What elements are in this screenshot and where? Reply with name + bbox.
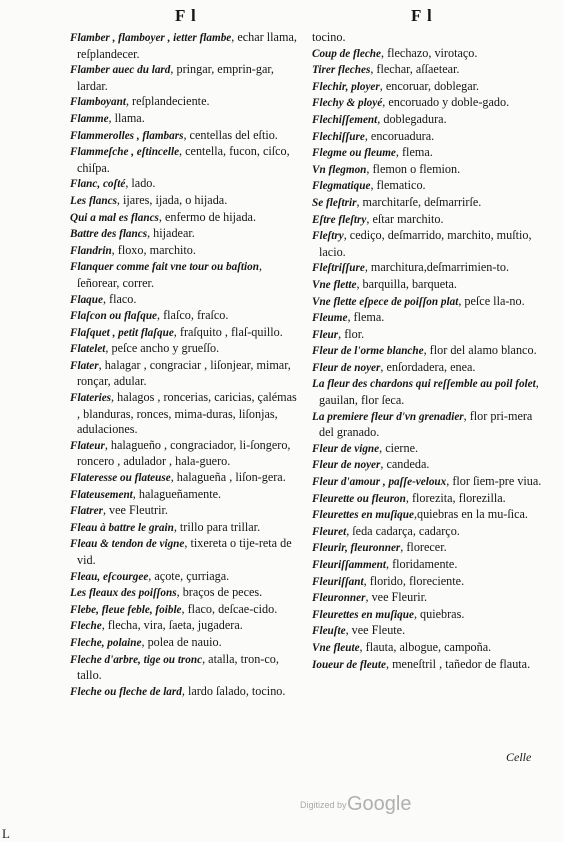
dictionary-entry (312, 310, 544, 327)
entry-headword: Fleche, polaine (70, 636, 142, 649)
entry-translation: , flor. (338, 326, 365, 341)
entry-translation: , florecer. (400, 540, 447, 555)
dictionary-entry (70, 503, 302, 520)
entry-translation: , cediço, deſmarrido, marchito, muſtio, lacio. (319, 228, 532, 259)
dictionary-entry (312, 327, 544, 344)
dictionary-entry (70, 390, 302, 438)
entry-headword: Flatelet (70, 343, 106, 356)
dictionary-entry (312, 524, 544, 541)
entry-translation: ,quiebras en la mu-ſica. (413, 507, 528, 522)
entry-translation: , halagos , roncerias, caricias, çalémas , blanduras, ronces, mima-duras, liſonjas, adulaciones. (77, 390, 297, 437)
entry-headword: Fleur (312, 328, 339, 341)
entry-headword: Flegme ou fleume (312, 147, 396, 160)
entry-translation: , ſeda cadarça, cadarço. (346, 523, 460, 538)
entry-translation: , ſeñorear, correr. (77, 259, 263, 290)
dictionary-entry (312, 212, 544, 229)
entry-translation: , reſplandeciente. (125, 94, 210, 109)
entry-translation: , flaco, deſcae-cido. (181, 601, 278, 616)
entry-translation: , enfermo de hijada. (158, 209, 257, 224)
entry-headword: Ioueur de fleute (312, 658, 386, 671)
dictionary-entry (312, 95, 544, 112)
entry-headword: Fleurette ou fleuron (312, 492, 406, 505)
entry-headword: Flateries (70, 392, 112, 405)
dictionary-entry (312, 260, 544, 277)
entry-headword: Flaque (70, 293, 103, 306)
entry-headword: Fleſtry (312, 230, 344, 243)
entry-translation: , doblegadura. (377, 111, 447, 126)
entry-headword: Vne flette eſpece de poiſſon plat (312, 295, 459, 308)
entry-translation: , encoruado y doble-gado. (382, 95, 510, 110)
entry-translation: , quiebras. (413, 606, 465, 621)
entry-headword: Flechiſſure (312, 130, 365, 143)
dictionary-entry (70, 602, 302, 619)
entry-headword: Flechir, ployer (312, 80, 380, 93)
entry-headword: Flateusement (70, 488, 133, 501)
dictionary-entry (312, 112, 544, 129)
entry-translation: , enſordadera, enea. (380, 359, 476, 374)
entry-headword: La fleur des chardons qui reſſemble au poil folet (312, 378, 536, 391)
dictionary-entry (70, 144, 302, 176)
entry-translation: , vee Fleurir. (365, 590, 428, 605)
entry-headword: Fleume (312, 312, 348, 325)
dictionary-entry (312, 540, 544, 557)
dictionary-entry (70, 635, 302, 652)
dictionary-entry (70, 618, 302, 635)
dictionary-entry (70, 325, 302, 342)
entry-translation: , ijares, ijada, o hijada. (116, 192, 228, 207)
entry-translation: , barquilla, barqueta. (356, 276, 457, 291)
dictionary-entry (70, 62, 302, 94)
entry-translation: , pringar, emprin-gar, lardar. (77, 62, 274, 93)
entry-headword: Flanquer comme fait vne tour ou baſtion (70, 261, 259, 274)
entry-headword: Se fleſtrir (312, 196, 357, 209)
entry-headword: Fleur de noyer (312, 361, 381, 374)
dictionary-entry (312, 623, 544, 640)
entry-translation: , flaſco, fraſco. (157, 308, 229, 323)
entry-translation: , meneſtril , tañedor de flauta. (385, 656, 531, 671)
dictionary-entry (312, 195, 544, 212)
dictionary-entry (70, 520, 302, 537)
entry-translation: , flema. (395, 145, 433, 160)
entry-headword: Fleurettes en muſique (312, 608, 414, 621)
dictionary-entry (70, 341, 302, 358)
entry-headword: Fleuronner (312, 592, 366, 605)
entry-headword: Fleuriſſamment (312, 559, 386, 571)
entry-headword: Flateresse ou flateuse (70, 472, 171, 485)
entry-translation: , hijadear. (147, 226, 195, 241)
entry-headword: Tirer fleches (312, 64, 371, 77)
entry-headword: Flateur (70, 439, 105, 452)
entry-translation: , marchitarſe, deſmarrirſe. (356, 194, 482, 209)
running-head-left: F l (175, 6, 197, 25)
entry-translation: , flauta, albogue, campoña. (359, 639, 492, 654)
entry-headword: Flanc, coſté (70, 178, 126, 191)
entry-headword: Fleur d'amour , paſſe-veloux (312, 476, 447, 489)
google-watermark: Google (347, 793, 412, 815)
dictionary-entry (312, 557, 544, 574)
entry-headword: Fleau, eſcourgee (70, 570, 149, 583)
entry-headword: Fleuſte (312, 625, 346, 638)
dictionary-entry (312, 294, 544, 311)
entry-translation: , centella, fucon, ciſco, chiſpa. (77, 144, 290, 175)
entry-translation: , açote, çurriaga. (148, 568, 230, 583)
entry-headword: Fleurir, fleuronner (312, 542, 401, 555)
dictionary-entry (312, 607, 544, 624)
entry-translation: , braços de peces. (176, 585, 263, 600)
dictionary-entry (70, 652, 302, 684)
dictionary-entry (312, 46, 544, 63)
entry-headword: Vne flette (312, 278, 357, 291)
entry-headword: Fleur de noyer (312, 459, 381, 472)
dictionary-entry (312, 409, 544, 441)
entry-translation: , floridamente. (385, 557, 458, 571)
entry-translation: , peſce ancho y grueſſo. (105, 341, 220, 356)
entry-translation: , flor ſiem-pre viua. (446, 474, 542, 489)
dictionary-entry (312, 657, 544, 674)
dictionary-entry (70, 438, 302, 470)
entry-headword: Vn flegmon (312, 163, 367, 176)
dictionary-entry (312, 343, 544, 360)
entry-translation: , centellas del eſtio. (183, 127, 278, 142)
dictionary-entry (70, 569, 302, 586)
running-head-right: F l (411, 6, 433, 25)
entry-headword: Flechy & ployé (312, 97, 383, 110)
dictionary-entry (70, 536, 302, 568)
dictionary-entry (312, 277, 544, 294)
entry-headword: Fleur de vigne (312, 442, 380, 455)
entry-headword: Flechiſſement (312, 113, 378, 126)
dictionary-entry (70, 128, 302, 145)
entry-headword: Fleuret (312, 525, 347, 538)
entry-headword: Flegmatique (312, 180, 371, 193)
entry-translation: , flemon o flemion. (366, 161, 461, 176)
entry-translation: , flor del alamo blanco. (423, 343, 537, 358)
dictionary-entry (312, 228, 544, 260)
entry-translation: , fraſquito , flaſ-quillo. (173, 324, 283, 339)
dictionary-entry (70, 585, 302, 602)
entry-translation: , llama. (108, 110, 145, 125)
entry-translation: , vee Fleute. (345, 623, 406, 638)
entry-translation: , florido, floreciente. (363, 573, 465, 588)
entry-headword: Fleche d'arbre, tige ou tronc (70, 653, 203, 666)
entry-translation: , floxo, marchito. (111, 242, 196, 257)
dictionary-entry (70, 684, 302, 701)
dictionary-entry (312, 474, 544, 491)
entry-headword: Flater (70, 359, 99, 372)
entry-translation: , trillo para trillar. (173, 519, 261, 534)
entry-headword: Fleurettes en muſique (312, 509, 414, 522)
entry-headword: Fleur de l'orme blanche (312, 345, 424, 358)
dictionary-entry (70, 226, 302, 243)
entry-headword: Qui a mal es flancs (70, 211, 159, 224)
dictionary-entry (70, 210, 302, 227)
entry-headword: Vne fleute (312, 641, 360, 654)
entry-translation: , peſce lla-no. (458, 293, 525, 308)
dictionary-entry (70, 292, 302, 309)
entry-headword: Flammeſche , eſtincelle (70, 146, 180, 159)
dictionary-entry (70, 470, 302, 487)
entry-headword: La premiere fleur d'vn grenadier (312, 410, 464, 423)
entry-translation: tocino. (312, 30, 346, 44)
dictionary-entry (70, 487, 302, 504)
entry-translation: , flematico. (370, 178, 426, 193)
dictionary-entry (70, 243, 302, 260)
dictionary-entry (312, 79, 544, 96)
entry-translation: , encoruadura. (364, 128, 435, 143)
entry-headword: Flaſquet , petit flaſque (70, 326, 174, 339)
entry-headword: Flamboyant (70, 96, 126, 109)
entry-headword: Flamber auec du lard (70, 64, 171, 77)
entry-translation: , flecha, vira, ſaeta, jugadera. (101, 618, 243, 633)
entry-headword: Fleche ou fleche de lard (70, 685, 182, 698)
entry-headword: Flandrin (70, 244, 112, 257)
dictionary-entry (312, 30, 544, 46)
dictionary-entry (70, 176, 302, 193)
entry-headword: Les fleaux des poiſſons (70, 587, 177, 600)
entry-translation: , candeda. (380, 457, 430, 472)
entry-translation: , flechar, aſſaetear. (370, 62, 460, 77)
dictionary-entry (70, 308, 302, 325)
entry-translation: , polea de nauio. (141, 634, 222, 649)
dictionary-entry (70, 30, 302, 62)
dictionary-entry (312, 640, 544, 657)
entry-translation: , halagar , congraciar , liſonjear, mimar, ronçar, adular. (77, 357, 291, 389)
left-column (70, 30, 302, 700)
entry-translation: , lardo ſalado, tocino. (181, 683, 286, 698)
entry-translation: , halagueña , liſon-gera. (170, 470, 286, 485)
dictionary-entry (70, 259, 302, 291)
dictionary-entry (312, 457, 544, 474)
entry-headword: Flaſcon ou flaſque (70, 310, 158, 323)
entry-headword: Fleau à battre le grain (70, 521, 174, 534)
entry-headword: Eſtre fleſtry (312, 213, 367, 226)
dictionary-entry (312, 145, 544, 162)
bottom-mark: L (2, 826, 10, 841)
entry-headword: Coup de fleche (312, 47, 381, 60)
entry-translation: , tixereta o tije-reta de vid. (77, 536, 292, 567)
catchword: Celle (506, 750, 532, 764)
dictionary-entry (312, 590, 544, 607)
entry-headword: Fleſtriſſure (312, 262, 365, 275)
dictionary-entry (312, 376, 544, 408)
right-column (312, 30, 544, 673)
entry-translation: , lado. (125, 176, 156, 191)
entry-headword: Flamber , flamboyer , ietter flambe (70, 32, 232, 44)
dictionary-entry (312, 62, 544, 79)
entry-headword: Flammerolles , flambars (70, 129, 184, 142)
dictionary-entry (70, 111, 302, 128)
dictionary-entry (312, 491, 544, 508)
dictionary-entry (312, 441, 544, 458)
entry-headword: Fleche (70, 620, 102, 633)
digitized-by-label: Digitized by (300, 800, 347, 810)
entry-headword: Flebe, fleue feble, foible (70, 603, 182, 616)
entry-translation: , echar llama, reſplandecer. (77, 30, 297, 61)
dictionary-entry (70, 94, 302, 111)
entry-translation: , encoruar, doblegar. (379, 78, 480, 93)
dictionary-entry (312, 360, 544, 377)
entry-headword: Les flancs (70, 194, 117, 207)
entry-headword: Fleau & tendon de vigne (70, 538, 185, 551)
dictionary-entry (312, 162, 544, 179)
entry-translation: , flor pri-mera del granado. (319, 408, 533, 440)
entry-headword: Flamme (70, 112, 109, 125)
entry-translation: , atalla, tron-co, tallo. (77, 651, 279, 683)
dictionary-entry (70, 358, 302, 390)
dictionary-entry (70, 193, 302, 210)
entry-translation: , halagueño , congraciador, li-ſongero, roncero , adulador , hala-guero. (77, 437, 291, 469)
entry-headword: Flatrer (70, 505, 103, 518)
dictionary-entry (312, 507, 544, 524)
entry-translation: , flema. (347, 310, 385, 325)
entry-translation: , vee Fleutrir. (102, 503, 168, 518)
entry-translation: , cierne. (379, 440, 419, 455)
dictionary-entry (312, 574, 544, 591)
entry-translation: , flechazo, virotaço. (380, 45, 478, 60)
dictionary-entry (312, 178, 544, 195)
entry-translation: , eſtar marchito. (366, 211, 444, 226)
entry-translation: , flaco. (102, 291, 137, 306)
entry-headword: Fleuriſſant (312, 575, 364, 588)
entry-translation: , florezita, florezilla. (405, 490, 506, 505)
entry-translation: , marchitura,deſmarrimien-to. (364, 260, 509, 275)
dictionary-entry (312, 129, 544, 146)
entry-headword: Battre des flancs (70, 228, 148, 241)
entry-translation: , halagueñamente. (132, 486, 222, 501)
entry-translation: , gauilan, flor ſeca. (319, 376, 539, 408)
